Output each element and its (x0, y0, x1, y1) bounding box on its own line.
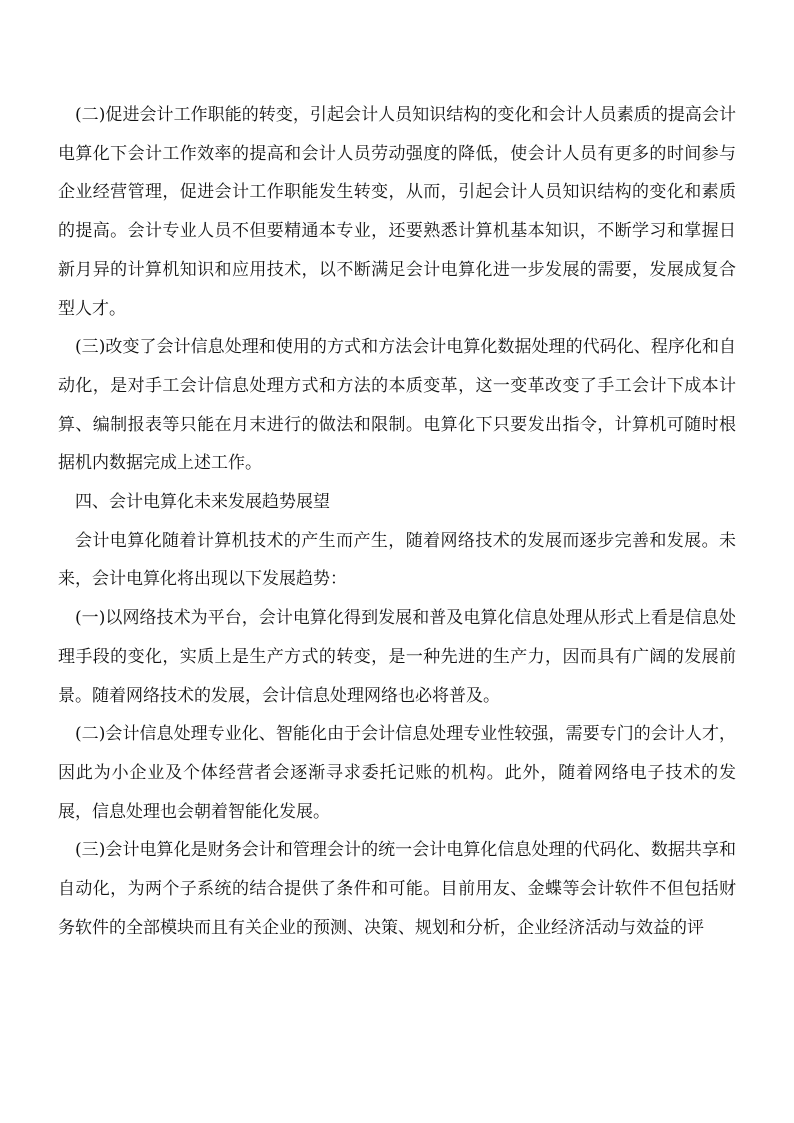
section-heading-future-trends: 四、会计电算化未来发展趋势展望 (75, 492, 330, 513)
paragraph-trends-intro: 会计电算化随着计算机技术的产生而产生，随着网络技术的发展而逐步完善和发展。未来，会计电算化将出现以下发展趋势： (58, 530, 736, 590)
paragraph-financial-management-unification: (三)会计电算化是财务会计和管理会计的统一会计电算化信息处理的代码化、数据共享和自动化，为两个子系统的结合提供了条件和可能。目前用友、金蝶等会计软件不但包括财务软件的全部模块而且有关企业的预测、决策、规划和分析，企业经济活动与效益的评 (58, 840, 736, 938)
paragraph-function-transformation: (二)促进会计工作职能的转变，引起会计人员知识结构的变化和会计人员素质的提高会计电算化下会计工作效率的提高和会计人员劳动强度的降低，使会计人员有更多的时间参与企业经营管理，促进会计工作职能发生转变，从而，引起会计人员知识结构的变化和素质的提高。会计专业人员不但要精通本专业，还要熟悉计算机基本知识，不断学习和掌握日新月异的计算机知识和应用技术，以不断满足会计电算化进一步发展的需要，发展成复合型人才。 (58, 105, 736, 319)
document-page (58, 96, 736, 947)
paragraph-specialization-intelligence: (二)会计信息处理专业化、智能化由于会计信息处理专业性较强，需要专门的会计人才，因此为小企业及个体经营者会逐渐寻求委托记账的机构。此外，随着网络电子技术的发展，信息处理也会朝着智能化发展。 (58, 724, 736, 822)
paragraph-network-platform: (一)以网络技术为平台，会计电算化得到发展和普及电算化信息处理从形式上看是信息处理手段的变化，实质上是生产方式的转变，是一种先进的生产力，因而具有广阔的发展前景。随着网络技术的发展，会计信息处理网络也必将普及。 (58, 608, 736, 706)
paragraph-processing-method-change: (三)改变了会计信息处理和使用的方式和方法会计电算化数据处理的代码化、程序化和自动化，是对手工会计信息处理方式和方法的本质变革，这一变革改变了手工会计下成本计算、编制报表等只能在月末进行的做法和限制。电算化下只要发出指令，计算机可随时根据机内数据完成上述工作。 (58, 337, 736, 474)
